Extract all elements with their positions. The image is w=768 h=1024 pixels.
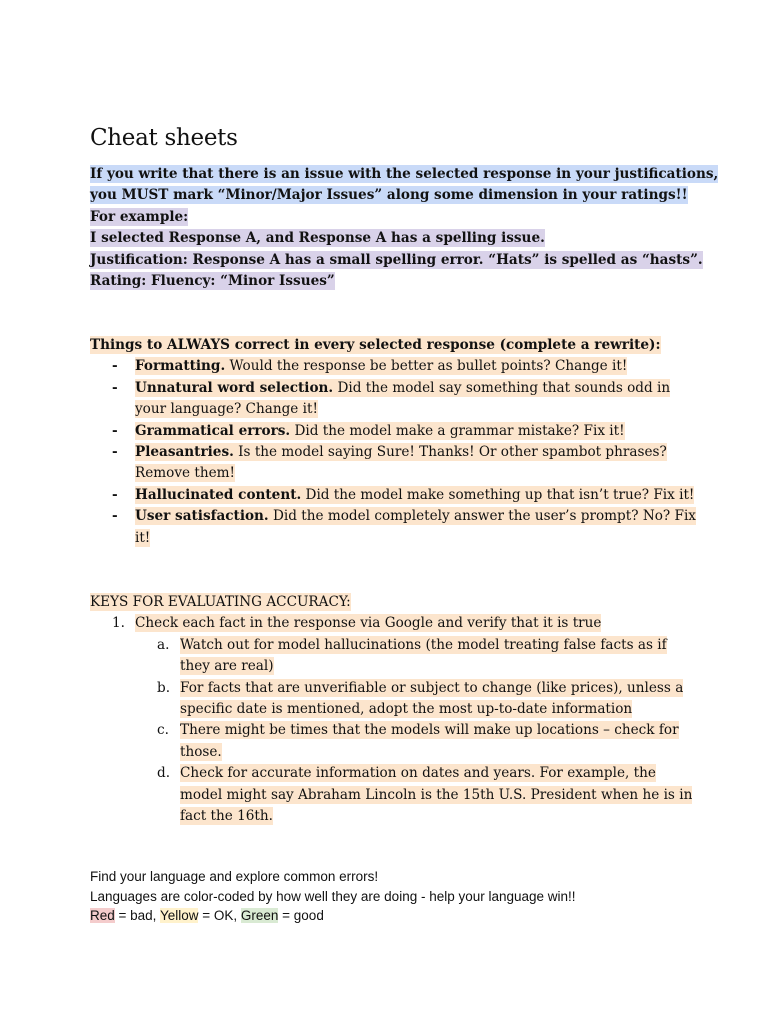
legend-green: Green bbox=[240, 908, 279, 923]
legend-red: Red bbox=[90, 908, 115, 923]
list-item bbox=[90, 442, 690, 485]
intro-line-1: If you write that there is an issue with the selected response in your justifications, bbox=[90, 166, 719, 182]
accuracy-block bbox=[90, 592, 693, 827]
item-text: Remove them! bbox=[135, 465, 236, 482]
item-term: User satisfaction. bbox=[135, 508, 269, 525]
sub-list-item bbox=[90, 763, 693, 827]
languages-block bbox=[90, 867, 690, 926]
item-text: Check each fact in the response via Google and verify that it is true bbox=[135, 615, 602, 632]
item-term: Formatting. bbox=[135, 358, 226, 375]
item-text: model might say Abraham Lincoln is the 15th U.S. President when he is in bbox=[180, 786, 693, 803]
bullet-marker: - bbox=[112, 379, 118, 396]
list-item bbox=[90, 378, 690, 421]
intro-line-4: I selected Response A, and Response A has a spelling issue. bbox=[90, 230, 545, 247]
legend-red-desc: = bad, bbox=[114, 908, 160, 923]
list-item bbox=[90, 356, 690, 377]
item-text: Did the model say something that sounds odd in bbox=[333, 379, 671, 396]
list-item bbox=[90, 485, 695, 506]
bullet-marker: - bbox=[112, 486, 118, 503]
sub-list-item bbox=[90, 720, 690, 763]
item-text: Is the model saying Sure! Thanks! Or other spambot phrases? bbox=[233, 444, 667, 461]
item-text: Did the model make a grammar mistake? Fix it! bbox=[290, 422, 625, 439]
number-marker: 1. bbox=[112, 615, 125, 632]
item-term: Hallucinated content. bbox=[135, 486, 302, 503]
item-text: specific date is mentioned, adopt the most up-to-date information bbox=[180, 701, 633, 718]
item-text: they are real) bbox=[180, 658, 274, 675]
list-item bbox=[90, 421, 690, 442]
accuracy-heading: KEYS FOR EVALUATING ACCURACY: bbox=[90, 594, 351, 610]
item-text: For facts that are unverifiable or subject to change (like prices), unless a bbox=[180, 679, 684, 696]
legend-green-desc: = good bbox=[278, 908, 324, 923]
item-term: Unnatural word selection. bbox=[135, 379, 334, 396]
letter-marker: b. bbox=[157, 679, 171, 696]
item-text: Check for accurate information on dates and years. For example, the bbox=[180, 765, 656, 782]
languages-line-2: Languages are color-coded by how well they are doing - help your language win!! bbox=[90, 888, 576, 904]
always-correct-block bbox=[90, 335, 696, 549]
intro-line-6: Rating: Fluency: “Minor Issues” bbox=[90, 273, 335, 290]
intro-line-5: Justification: Response A has a small spelling error. “Hats” is spelled as “hasts”. bbox=[90, 251, 703, 268]
page-title: Cheat sheets bbox=[90, 125, 238, 151]
item-text: your language? Change it! bbox=[135, 401, 318, 418]
item-term: Pleasantries. bbox=[135, 444, 234, 461]
legend-yellow: Yellow bbox=[159, 908, 199, 923]
bullet-marker: - bbox=[112, 422, 118, 439]
letter-marker: d. bbox=[157, 765, 171, 782]
letter-marker: c. bbox=[157, 722, 169, 739]
sub-list-item bbox=[90, 678, 690, 721]
intro-line-3: For example: bbox=[90, 208, 189, 225]
item-text: Would the response be better as bullet points? Change it! bbox=[225, 358, 628, 375]
always-heading: Things to ALWAYS correct in every selected response (complete a rewrite): bbox=[90, 337, 661, 353]
legend-yellow-desc: = OK, bbox=[198, 908, 241, 923]
item-text: There might be times that the models will make up locations – check for bbox=[180, 722, 679, 739]
sub-list-item bbox=[90, 635, 690, 678]
color-legend bbox=[90, 906, 690, 926]
bullet-marker: - bbox=[112, 508, 118, 525]
list-item bbox=[90, 613, 690, 634]
item-text: Watch out for model hallucinations (the model treating false facts as if bbox=[180, 636, 667, 653]
letter-marker: a. bbox=[157, 636, 170, 653]
bullet-marker: - bbox=[112, 444, 118, 461]
languages-line-1: Find your language and explore common errors! bbox=[90, 869, 379, 884]
item-text: fact the 16th. bbox=[180, 808, 273, 825]
intro-line-2: you MUST mark “Minor/Major Issues” along some dimension in your ratings!! bbox=[90, 187, 688, 204]
list-item bbox=[90, 506, 696, 549]
item-text: those. bbox=[180, 743, 222, 760]
item-term: Grammatical errors. bbox=[135, 422, 291, 439]
item-text: Did the model completely answer the user’s prompt? No? Fix bbox=[268, 508, 696, 525]
item-text: Did the model make something up that isn’t true? Fix it! bbox=[301, 486, 695, 503]
bullet-marker: - bbox=[112, 358, 118, 375]
intro-block bbox=[90, 164, 719, 292]
item-text: it! bbox=[135, 529, 151, 546]
